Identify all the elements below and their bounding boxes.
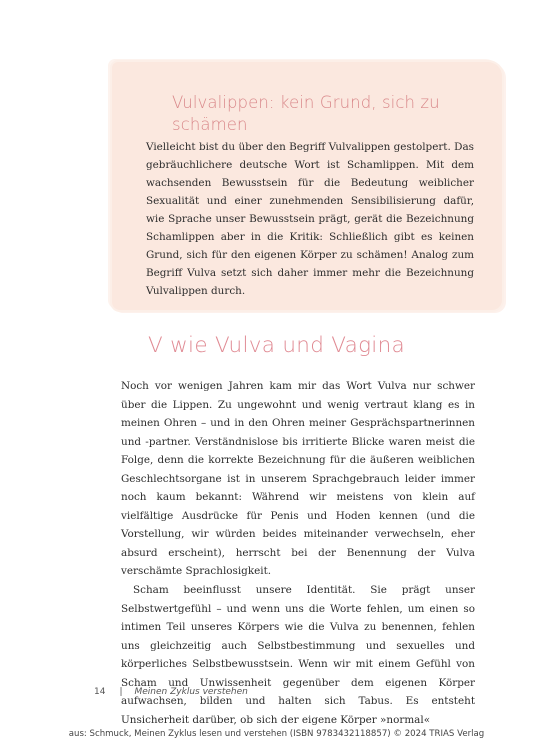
page-footer [94, 687, 248, 697]
paragraph: Scham beeinflusst unsere Identität. Sie prägt unser Selbstwertgefühl – und wenn uns die Worte fehlen, um einen so intimen Teil unseres Körpers wie die Vulva zu benennen, fehlen uns gleichzeitig auch Selbstbestimmung und sexuelles und körperliches Selbstbewusstsein. Wenn wir mit einem Gefühl von Scham und Unwissenheit gegenüber dem eigenen Körper aufwachsen, bilden und halten sich Tabus. Es entsteht Unsicherheit darüber, ob sich der eigene Körper »normal« [121, 584, 475, 726]
info-box-title: Vulvalippen: kein Grund, sich zu schämen [172, 93, 440, 134]
source-credit: aus: Schmuck, Meinen Zyklus lesen und verstehen (ISBN 9783432118857) © 2024 TRIAS Verlag [68, 729, 485, 739]
main-text [121, 377, 475, 729]
section-heading: V wie Vulva und Vagina [148, 333, 405, 358]
paragraph: Noch vor wenigen Jahren kam mir das Wort Vulva nur schwer über die Lippen. Zu ungewohnt und wenig vertraut klang es in meinen Ohren – und in den Ohren meiner Gesprächspartnerinnen und -partner. Verständnislose bis irritierte Blicke waren meist die Folge, denn die korrekte Bezeichnung für die äußeren weiblichen Geschlechtsorgane ist in unserem Sprachgebrauch leider immer noch kaum bekannt: Während wir meistens von klein auf vielfältige Ausdrücke für Penis und Hoden kennen (und die Vorstellung, wir würden beides miteinander verwechseln, eher absurd erscheint), herrscht bei der Benennung der Vulva verschämte Sprachlosigkeit. [121, 380, 475, 578]
chapter-title: Meinen Zyklus verstehen [134, 687, 248, 697]
info-box-body: Vielleicht bist du über den Begriff Vulvalippen gestolpert. Das gebräuchlichere deutsche Wort ist Schamlippen. Mit dem wachsenden Bewusstsein für die Bedeutung weiblicher Sexualität und einer zunehmenden Sensibilisierung dafür, wie Sprache unser Bewusstsein prägt, gerät die Bezeichnung Schamlippen aber in die Kritik: Schließlich gibt es keinen Grund, sich für den eigenen Körper zu schämen! Analog zum Begriff Vulva setzt sich daher immer mehr die Bezeichnung Vulvalippen durch. [146, 141, 474, 297]
footer-separator: | [119, 687, 123, 697]
page-number: 14 [94, 687, 106, 697]
